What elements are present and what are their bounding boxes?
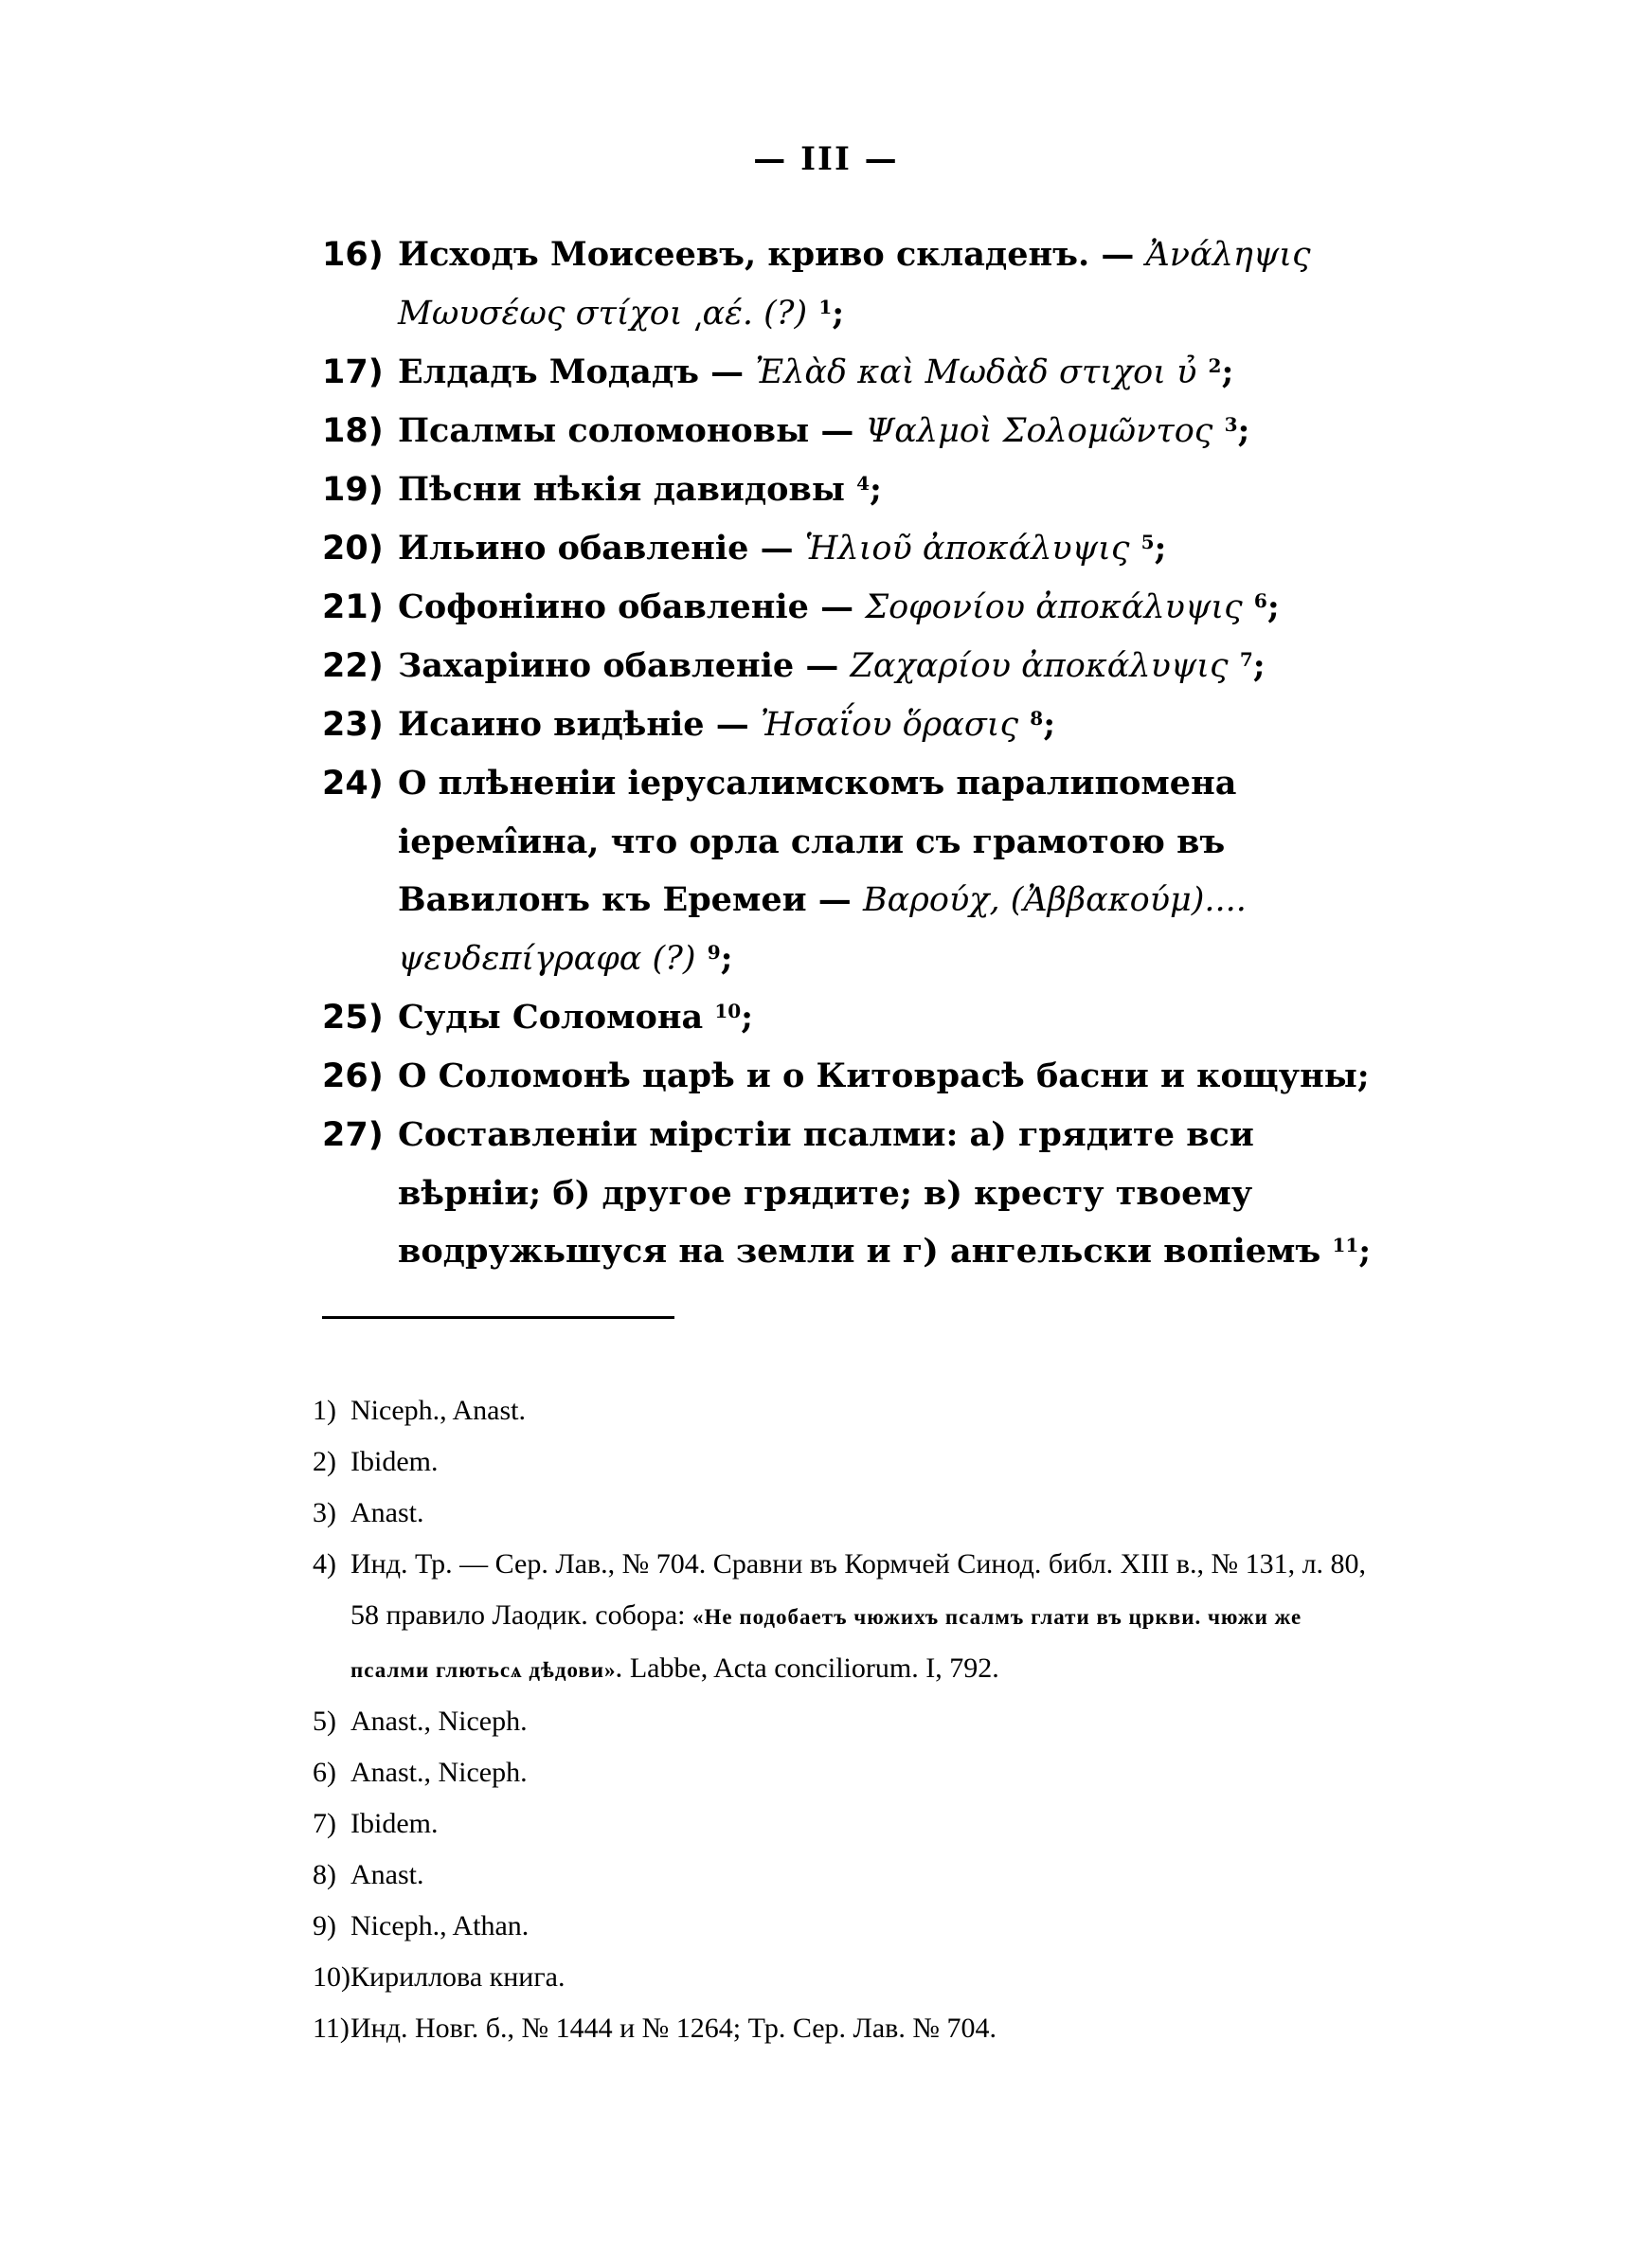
item-text: Пѣсни нѣкія давидовы (398, 470, 845, 509)
item-number: 23) (322, 706, 384, 744)
item-text: Софоніино обавленіе — (398, 587, 854, 626)
item-number: 20) (322, 530, 384, 568)
list-item (322, 1106, 1383, 1280)
footnote-ref: 11 (1332, 1234, 1359, 1256)
item-number: 16) (322, 236, 384, 274)
item-text: Ильино обавленіе — (398, 529, 794, 568)
item-end: ; (741, 998, 754, 1037)
footnote-mark: 6) (313, 1757, 336, 1788)
footnote-text: Anast. (350, 1497, 424, 1528)
item-text: Елдадъ Модадъ — (398, 352, 745, 391)
footnote-mark: 11) (313, 2013, 350, 2044)
footnote-mark: 2) (313, 1446, 336, 1477)
list-item (322, 226, 1383, 343)
footnote-mark: 9) (313, 1910, 336, 1941)
footnote-ref: 1 (818, 296, 833, 318)
footnote-mark: 7) (313, 1808, 336, 1839)
footnote-ref: 2 (1208, 354, 1222, 377)
item-text: Исаино видѣніе — (398, 705, 749, 744)
list-item (322, 343, 1383, 402)
footnote (313, 1539, 1383, 1696)
footnote (313, 1488, 1383, 1539)
item-text: Исходъ Моисеевъ, криво складенъ. — (398, 235, 1135, 274)
list-item (322, 460, 1383, 519)
item-end: ; (870, 470, 882, 509)
item-end: ; (720, 939, 733, 978)
numbered-list (322, 226, 1383, 1280)
footnote-text: Niceph., Anast. (350, 1395, 526, 1426)
item-end: ; (1237, 411, 1250, 450)
footnote-ref: 5 (1140, 531, 1155, 553)
item-end: ; (1358, 1232, 1372, 1271)
item-text: Составленіи мірстіи псалми: а) грядите вси вѣрніи; б) другое грядите; в) кресту твоему водружьшуся на земли и г) ангельски вопіемъ (398, 1115, 1321, 1271)
footnote (313, 1747, 1383, 1798)
item-greek-title: Ἀνάληψις Μωυσέως στίχοι ͵αέ. (?) (398, 236, 1311, 333)
item-end: ; (1154, 529, 1167, 568)
list-item (322, 988, 1383, 1047)
item-text: О Соломонѣ царѣ и о Китоврасѣ басни и кощуны; (398, 1056, 1370, 1095)
item-end: ; (1266, 587, 1280, 626)
footnote (313, 1952, 1383, 2003)
footnote-separator (322, 1316, 674, 1319)
item-end: ; (1252, 646, 1266, 685)
item-number: 17) (322, 353, 384, 391)
list-item (322, 695, 1383, 754)
footnote (313, 1385, 1383, 1436)
footnote-text: Инд. Тр. — Сер. Лав., № 704. Сравни въ Кормчей Синод. библ. XIII в., № 131, л. 80, 58 правило Лаодик. собора: (350, 1548, 1367, 1631)
item-greek-title: Ἐλὰδ καὶ Μωδὰδ στιχοι υ̉ (755, 353, 1197, 391)
list-item (322, 1047, 1383, 1106)
footnotes (313, 1385, 1383, 2054)
footnote (313, 1436, 1383, 1488)
item-number: 18) (322, 412, 384, 450)
footnote-text: Кириллова книга. (350, 1961, 566, 1993)
footnote-ref: 3 (1224, 413, 1238, 436)
item-number: 24) (322, 765, 384, 803)
footnote (313, 1850, 1383, 1901)
item-text: Суды Соломона (398, 998, 704, 1037)
item-greek-title: Ζαχαρίου ἀποκάλυψις (850, 647, 1229, 685)
footnote-text: Anast., Niceph. (350, 1757, 528, 1788)
item-number: 21) (322, 588, 384, 626)
item-greek-title: Βαρούχ, (Ἀββακούμ).... ψευδεπίγραφα (?) (398, 881, 1247, 978)
footnote (313, 1798, 1383, 1850)
footnote-tail: Labbe, Acta conciliorum. I, 792. (629, 1652, 999, 1684)
footnote-ref: 6 (1253, 589, 1267, 612)
item-number: 22) (322, 647, 384, 685)
item-greek-title: Σοφονίου ἀποκάλυψις (865, 588, 1243, 626)
footnote-text: Anast., Niceph. (350, 1706, 528, 1737)
list-item (322, 519, 1383, 578)
footnote-ref: 7 (1239, 648, 1253, 671)
footnote-mark: 8) (313, 1859, 336, 1890)
item-end: ; (1221, 352, 1234, 391)
item-text: Захаріино обавленіе — (398, 646, 839, 685)
footnote-text: Ibidem. (350, 1808, 439, 1839)
footnote-mark: 5) (313, 1706, 336, 1737)
item-text: Псалмы соломоновы — (398, 411, 854, 450)
footnote (313, 1901, 1383, 1952)
footnote-mark: 3) (313, 1497, 336, 1528)
footnote (313, 2003, 1383, 2054)
footnote-mark: 1) (313, 1395, 336, 1426)
footnote-ref: 4 (856, 472, 871, 495)
item-number: 26) (322, 1057, 384, 1095)
page-number: — III — (753, 140, 899, 178)
item-end: ; (1043, 705, 1056, 744)
item-greek-title: Ἡλιοῦ ἀποκάλυψις (804, 530, 1130, 568)
footnote-ref: 9 (707, 941, 721, 964)
footnote-text: Ibidem. (350, 1446, 439, 1477)
footnote-ref: 8 (1030, 707, 1044, 730)
list-item (322, 402, 1383, 460)
footnote-text: Niceph., Athan. (350, 1910, 530, 1941)
item-text: О плѣненіи іерусалимскомъ паралипомена іеремі̂ина, что орла слали съ грамотою въ Вавилонъ къ Еремеи — (398, 764, 1237, 919)
item-number: 27) (322, 1116, 384, 1154)
list-item (322, 637, 1383, 695)
footnote-mark: 10) (313, 1961, 350, 1993)
item-number: 19) (322, 471, 384, 509)
footnote-quote: «Не подобаетъ чюжихъ псалмъ глати въ цркви. чюжи же псалми глютьсѧ дѣдови». (350, 1605, 1302, 1682)
item-greek-title: Ἠσαΐου ὅρασις (760, 706, 1019, 744)
footnote (313, 1696, 1383, 1747)
list-item (322, 754, 1383, 988)
item-greek-title: Ψαλμοὶ Σολομῶντος (865, 412, 1213, 450)
footnote-text: Anast. (350, 1859, 424, 1890)
list-item (322, 578, 1383, 637)
footnote-mark: 4) (313, 1548, 336, 1580)
footnote-ref: 10 (714, 1000, 742, 1022)
item-end: ; (832, 294, 845, 333)
item-number: 25) (322, 999, 384, 1037)
footnote-text: Инд. Новг. б., № 1444 и № 1264; Тр. Сер. Лав. № 704. (350, 2013, 997, 2044)
